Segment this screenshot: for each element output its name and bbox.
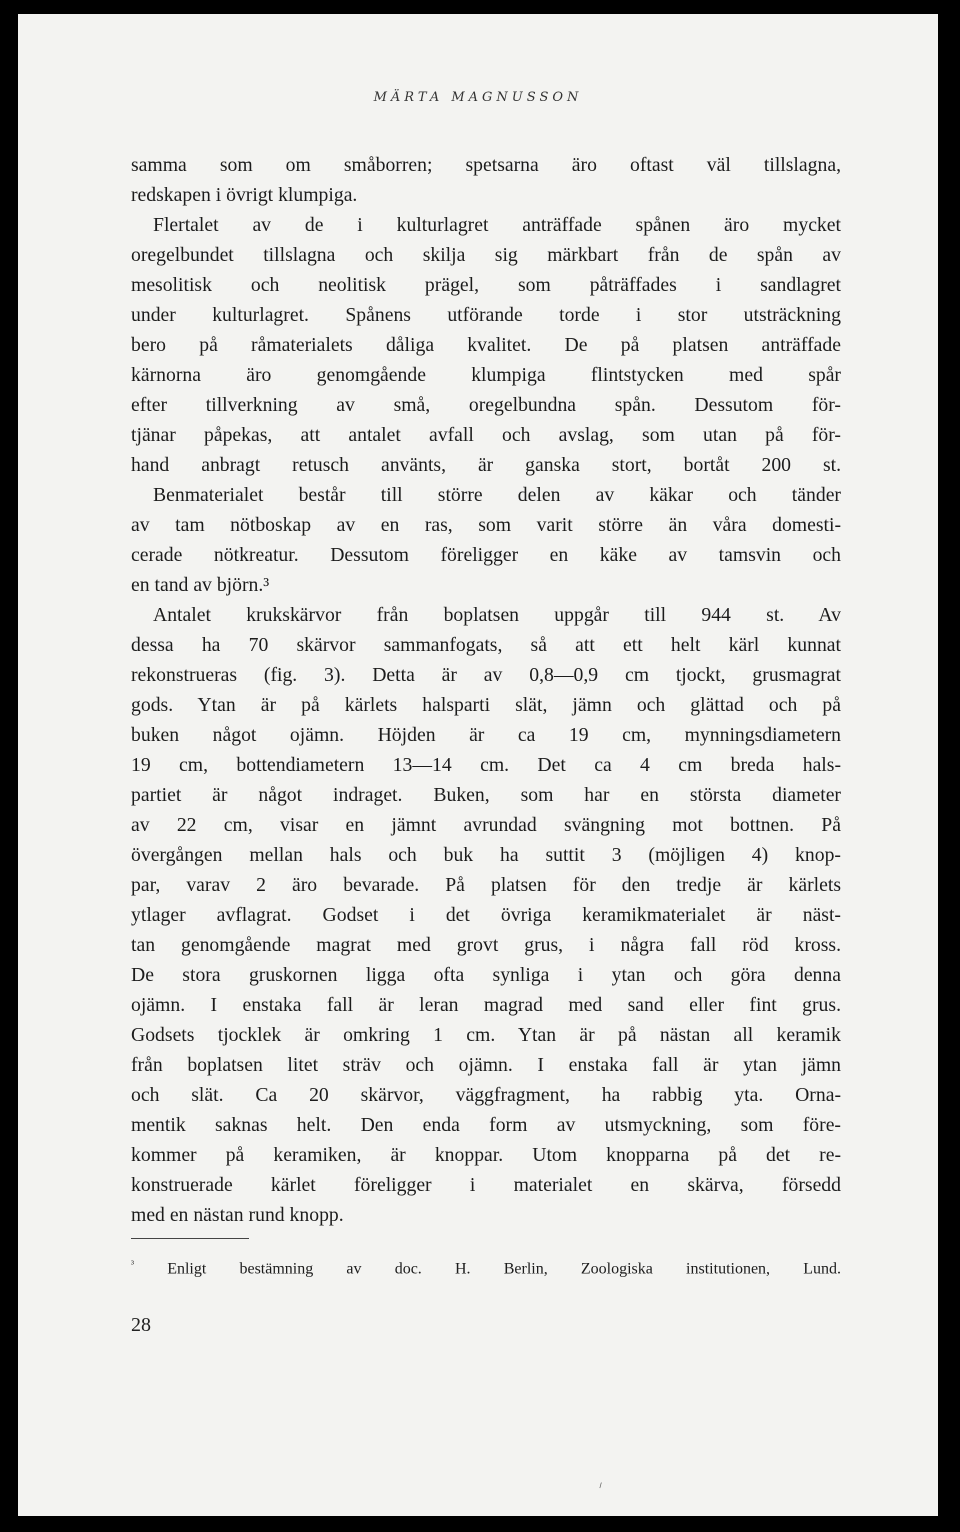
footnote-text: Enligt bestämning av doc. H. Berlin, Zoologiska institutionen, Lund. — [167, 1260, 842, 1278]
text-line: par, varav 2 äro bevarade. På platsen för den tredje är kärlets — [131, 874, 841, 896]
text-line: av tam nötboskap av en ras, som varit större än våra domesti- — [131, 514, 841, 536]
text-line: oregelbundet tillslagna och skilja sig märkbart från de spån av — [131, 244, 841, 266]
text-line: ojämn. I enstaka fall är leran magrad med sand eller fint grus. — [131, 994, 841, 1016]
text-line: tjänar påpekas, att antalet avfall och avslag, som utan på för- — [131, 424, 841, 446]
text-line: Antalet krukskärvor från boplatsen uppgår till 944 st. Av — [153, 604, 841, 626]
text-line: konstruerade kärlet föreligger i materialet en skärva, försedd — [131, 1174, 841, 1196]
text-line: 19 cm, bottendiametern 13—14 cm. Det ca 4 cm breda hals- — [131, 754, 841, 776]
text-line: en tand av björn.³ — [131, 574, 270, 596]
text-line: kärnorna äro genomgående klumpiga flintstycken med spår — [131, 364, 841, 386]
text-line: tan genomgående magrat med grovt grus, i några fall röd kross. — [131, 934, 841, 956]
text-line: cerade nötkreatur. Dessutom föreligger en käke av tamsvin och — [131, 544, 841, 566]
text-line: från boplatsen litet sträv och ojämn. I enstaka fall är ytan jämn — [131, 1054, 841, 1076]
text-line: gods. Ytan är på kärlets halsparti slät, jämn och glättad och på — [131, 694, 841, 716]
text-line: samma som om småborren; spetsarna äro oftast väl tillslagna, — [131, 154, 841, 176]
text-line: ytlager avflagrat. Godset i det övriga keramikmaterialet är näst- — [131, 904, 841, 926]
text-line: bero på råmaterialets dåliga kvalitet. De på platsen anträffade — [131, 334, 841, 356]
text-line: rekonstrueras (fig. 3). Detta är av 0,8—0,9 cm tjockt, grusmagrat — [131, 664, 841, 686]
text-line: av 22 cm, visar en jämnt avrundad svängning mot bottnen. På — [131, 814, 841, 836]
text-line: kommer på keramiken, är knoppar. Utom knopparna på det re- — [131, 1144, 841, 1166]
text-line: mentik saknas helt. Den enda form av utsmyckning, som före- — [131, 1114, 841, 1136]
text-line: Godsets tjocklek är omkring 1 cm. Ytan är på nästan all keramik — [131, 1024, 841, 1046]
page-number: 28 — [131, 1314, 151, 1336]
text-line: mesolitisk och neolitisk prägel, som påträffades i sandlagret — [131, 274, 841, 296]
running-header: MÄRTA MAGNUSSON — [373, 90, 583, 105]
text-line: De stora gruskornen ligga ofta synliga i ytan och göra denna — [131, 964, 841, 986]
text-line: dessa ha 70 skärvor sammanfogats, så att ett helt kärl kunnat — [131, 634, 841, 656]
body-text — [131, 150, 841, 1230]
text-line: och slät. Ca 20 skärvor, väggfragment, ha rabbig yta. Orna- — [131, 1084, 841, 1106]
text-line: partiet är något indraget. Buken, som har en största diameter — [131, 784, 841, 806]
text-line: Benmaterialet består till större delen av käkar och tänder — [153, 484, 841, 506]
text-line: efter tillverkning av små, oregelbundna spån. Dessutom för- — [131, 394, 841, 416]
text-line: under kulturlagret. Spånens utförande torde i stor utsträckning — [131, 304, 841, 326]
stray-mark: ⸝ — [593, 1475, 606, 1491]
text-line: hand anbragt retusch använts, är ganska stort, bortåt 200 st. — [131, 454, 841, 476]
text-line: redskapen i övrigt klumpiga. — [131, 184, 358, 206]
text-line: övergången mellan hals och buk ha suttit 3 (möjligen 4) knop- — [131, 844, 841, 866]
footnote — [131, 1259, 841, 1278]
text-line: Flertalet av de i kulturlagret anträffade spånen äro mycket — [153, 214, 841, 236]
footnote-divider — [131, 1238, 249, 1239]
text-line: buken något ojämn. Höjden är ca 19 cm, mynningsdiametern — [131, 724, 841, 746]
text-line: med en nästan rund knopp. — [131, 1204, 344, 1226]
document-page — [18, 14, 938, 1516]
footnote-marker: ³ — [131, 1259, 134, 1270]
